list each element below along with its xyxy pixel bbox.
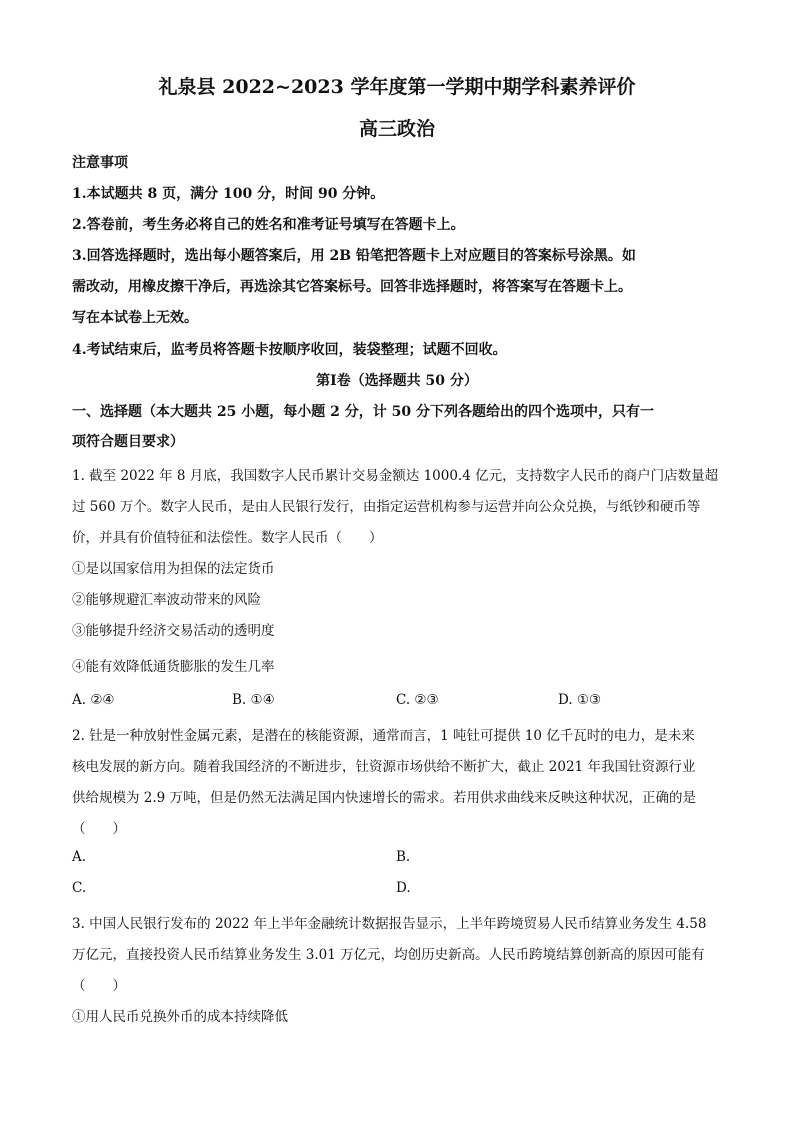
q1-option-c: C. ②③ (396, 692, 439, 708)
q2-stem: （ ） (72, 821, 126, 837)
section-intro: 项符合题目要求） (72, 434, 184, 450)
q2-stem: 核电发展的新方向。随着我国经济的不断进步，钍资源市场供给不断扩大，截止 2021 年我国钍资源行业 (72, 759, 696, 775)
notice-heading: 注意事项 (72, 155, 128, 171)
q1-statement: ③能够提升经济交易活动的透明度 (72, 623, 275, 639)
notice-item: 4.考试结束后，监考员将答题卡按顺序收回，装袋整理；试题不回收。 (72, 342, 507, 358)
exam-subtitle: 高三政治 (358, 118, 435, 140)
section-title: 第Ⅰ卷（选择题共 50 分） (316, 373, 478, 389)
q2-option-c: C. (72, 880, 87, 896)
notice-item: 1.本试题共 8 页，满分 100 分，时间 90 分钟。 (72, 186, 385, 202)
notice-item: 写在本试卷上无效。 (72, 310, 198, 326)
q2-option-a: A. (72, 849, 87, 865)
q2-option-d: D. (396, 880, 411, 896)
q3-stem: （ ） (72, 978, 126, 994)
q2-stem: 2. 钍是一种放射性金属元素，是潜在的核能资源，通常而言，1 吨钍可提供 10 亿千瓦时的电力，是未来 (72, 728, 695, 744)
q1-stem: 1. 截至 2022 年 8 月底，我国数字人民币累计交易金额达 1000.4 亿元，支持数字人民币的商户门店数量超 (72, 468, 719, 484)
q3-stem: 3. 中国人民银行发布的 2022 年上半年金融统计数据报告显示，上半年跨境贸易人民币结算业务发生 4.58 (72, 916, 707, 932)
q2-option-b: B. (396, 849, 411, 865)
q3-statement: ①用人民币兑换外币的成本持续降低 (72, 1009, 288, 1025)
exam-title: 礼泉县 2022~2023 学年度第一学期中期学科素养评价 (158, 76, 636, 98)
q3-stem: 万亿元，直接投资人民币结算业务发生 3.01 万亿元，均创历史新高。人民币跨境结算创新高的原因可能有 (72, 947, 705, 963)
q1-option-a: A. ②④ (72, 692, 115, 708)
q1-statement: ④能有效降低通货膨胀的发生几率 (72, 659, 275, 675)
q2-stem: 供给规模为 2.9 万吨，但是仍然无法满足国内快速增长的需求。若用供求曲线来反映这种状况，正确的是 (72, 790, 697, 806)
q1-statement: ①是以国家信用为担保的法定货币 (72, 561, 275, 577)
q1-option-b: B. ①④ (232, 692, 275, 708)
notice-item: 需改动，用橡皮擦干净后，再选涂其它答案标号。回答非选择题时，将答案写在答题卡上。 (72, 279, 632, 295)
notice-item: 3.回答选择题时，选出每小题答案后，用 2B 铅笔把答题卡上对应题目的答案标号涂黑。如 (72, 248, 636, 264)
q1-statement: ②能够规避汇率波动带来的风险 (72, 592, 261, 608)
notice-item: 2.答卷前，考生务必将自己的姓名和准考证号填写在答题卡上。 (72, 217, 465, 233)
q1-stem: 价，并具有价值特征和法偿性。数字人民币（ ） (72, 530, 383, 546)
section-intro: 一、选择题（本大题共 25 小题，每小题 2 分，计 50 分下列各题给出的四个选项中，只有一 (72, 404, 654, 420)
q1-option-d: D. ①③ (558, 692, 602, 708)
q1-stem: 过 560 万个。数字人民币，是由人民银行发行，由指定运营机构参与运营并向公众兑换，与纸钞和硬币等 (72, 499, 701, 515)
